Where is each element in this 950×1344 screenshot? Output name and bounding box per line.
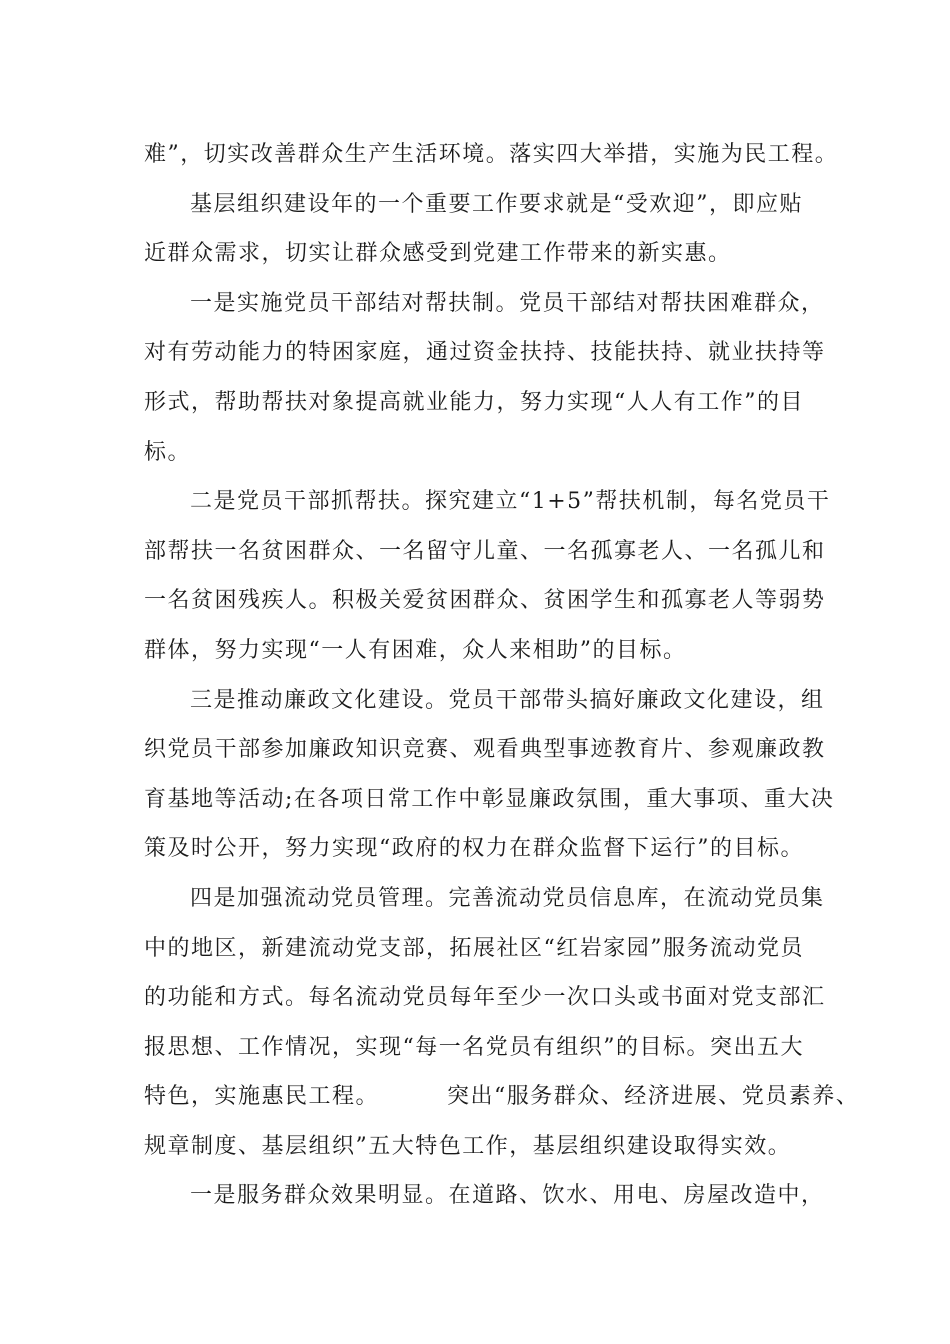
paragraph <box>144 477 831 675</box>
text-line: 一是实施党员干部结对帮扶制。党员干部结对帮扶困难群众， <box>190 290 825 316</box>
text-line: 标。 <box>144 439 192 465</box>
text-line: 形式，帮助帮扶对象提高就业能力，努力实现“人人有工作”的目 <box>144 389 804 415</box>
text-line: 部帮扶一名贫困群众、一名留守儿童、一名孤寡老人、一名孤儿和 <box>144 538 826 564</box>
text-line: 基层组织建设年的一个重要工作要求就是“受欢迎”，即应贴 <box>190 191 803 217</box>
text-line: 报思想、工作情况，实现“每一名党员有组织”的目标。突出五大 <box>144 1034 804 1060</box>
text-line: 织党员干部参加廉政知识竞赛、观看典型事迹教育片、参观廉政教 <box>144 737 826 763</box>
paragraph <box>144 130 839 180</box>
text-line: 的功能和方式。每名流动党员每年至少一次口头或书面对党支部汇 <box>144 985 826 1011</box>
text-line: 对有劳动能力的特困家庭，通过资金扶持、技能扶持、就业扶持等 <box>144 340 826 366</box>
text-line: 育基地等活动;在各项日常工作中彰显廉政氛围，重大事项、重大决 <box>144 786 835 812</box>
paragraph <box>144 180 824 279</box>
text-line: 特色，实施惠民工程。 突出“服务群众、经济进展、党员素养、 <box>144 1084 860 1110</box>
text-line: 一名贫困残疾人。积极关爱贫困群众、贫困学生和孤寡老人等弱势 <box>144 588 826 614</box>
text-line: 近群众需求，切实让群众感受到党建工作带来的新实惠。 <box>144 241 732 267</box>
text-line: 策及时公开，努力实现“政府的权力在群众监督下运行”的目标。 <box>144 836 804 862</box>
text-line: 难”，切实改善群众生产生活环境。落实四大举措，实施为民工程。 <box>144 142 839 167</box>
paragraph <box>144 874 860 1172</box>
text-line: 一是服务群众效果明显。在道路、饮水、用电、房屋改造中， <box>190 1183 825 1209</box>
body-text <box>144 130 860 1221</box>
text-line: 二是党员干部抓帮扶。探究建立“1+5”帮扶机制，每名党员干 <box>190 489 831 515</box>
text-line: 规章制度、基层组织”五大特色工作，基层组织建设取得实效。 <box>144 1133 792 1159</box>
paragraph <box>144 1171 824 1221</box>
text-line: 中的地区，新建流动党支部，拓展社区“红岩家园”服务流动党员 <box>144 935 804 961</box>
paragraph <box>144 279 824 477</box>
text-line: 三是推动廉政文化建设。党员干部带头搞好廉政文化建设，组 <box>190 687 825 713</box>
text-line: 群体，努力实现“一人有困难，众人来相助”的目标。 <box>144 637 687 663</box>
paragraph <box>144 676 835 874</box>
text-line: 四是加强流动党员管理。完善流动党员信息库，在流动党员集 <box>190 885 825 911</box>
